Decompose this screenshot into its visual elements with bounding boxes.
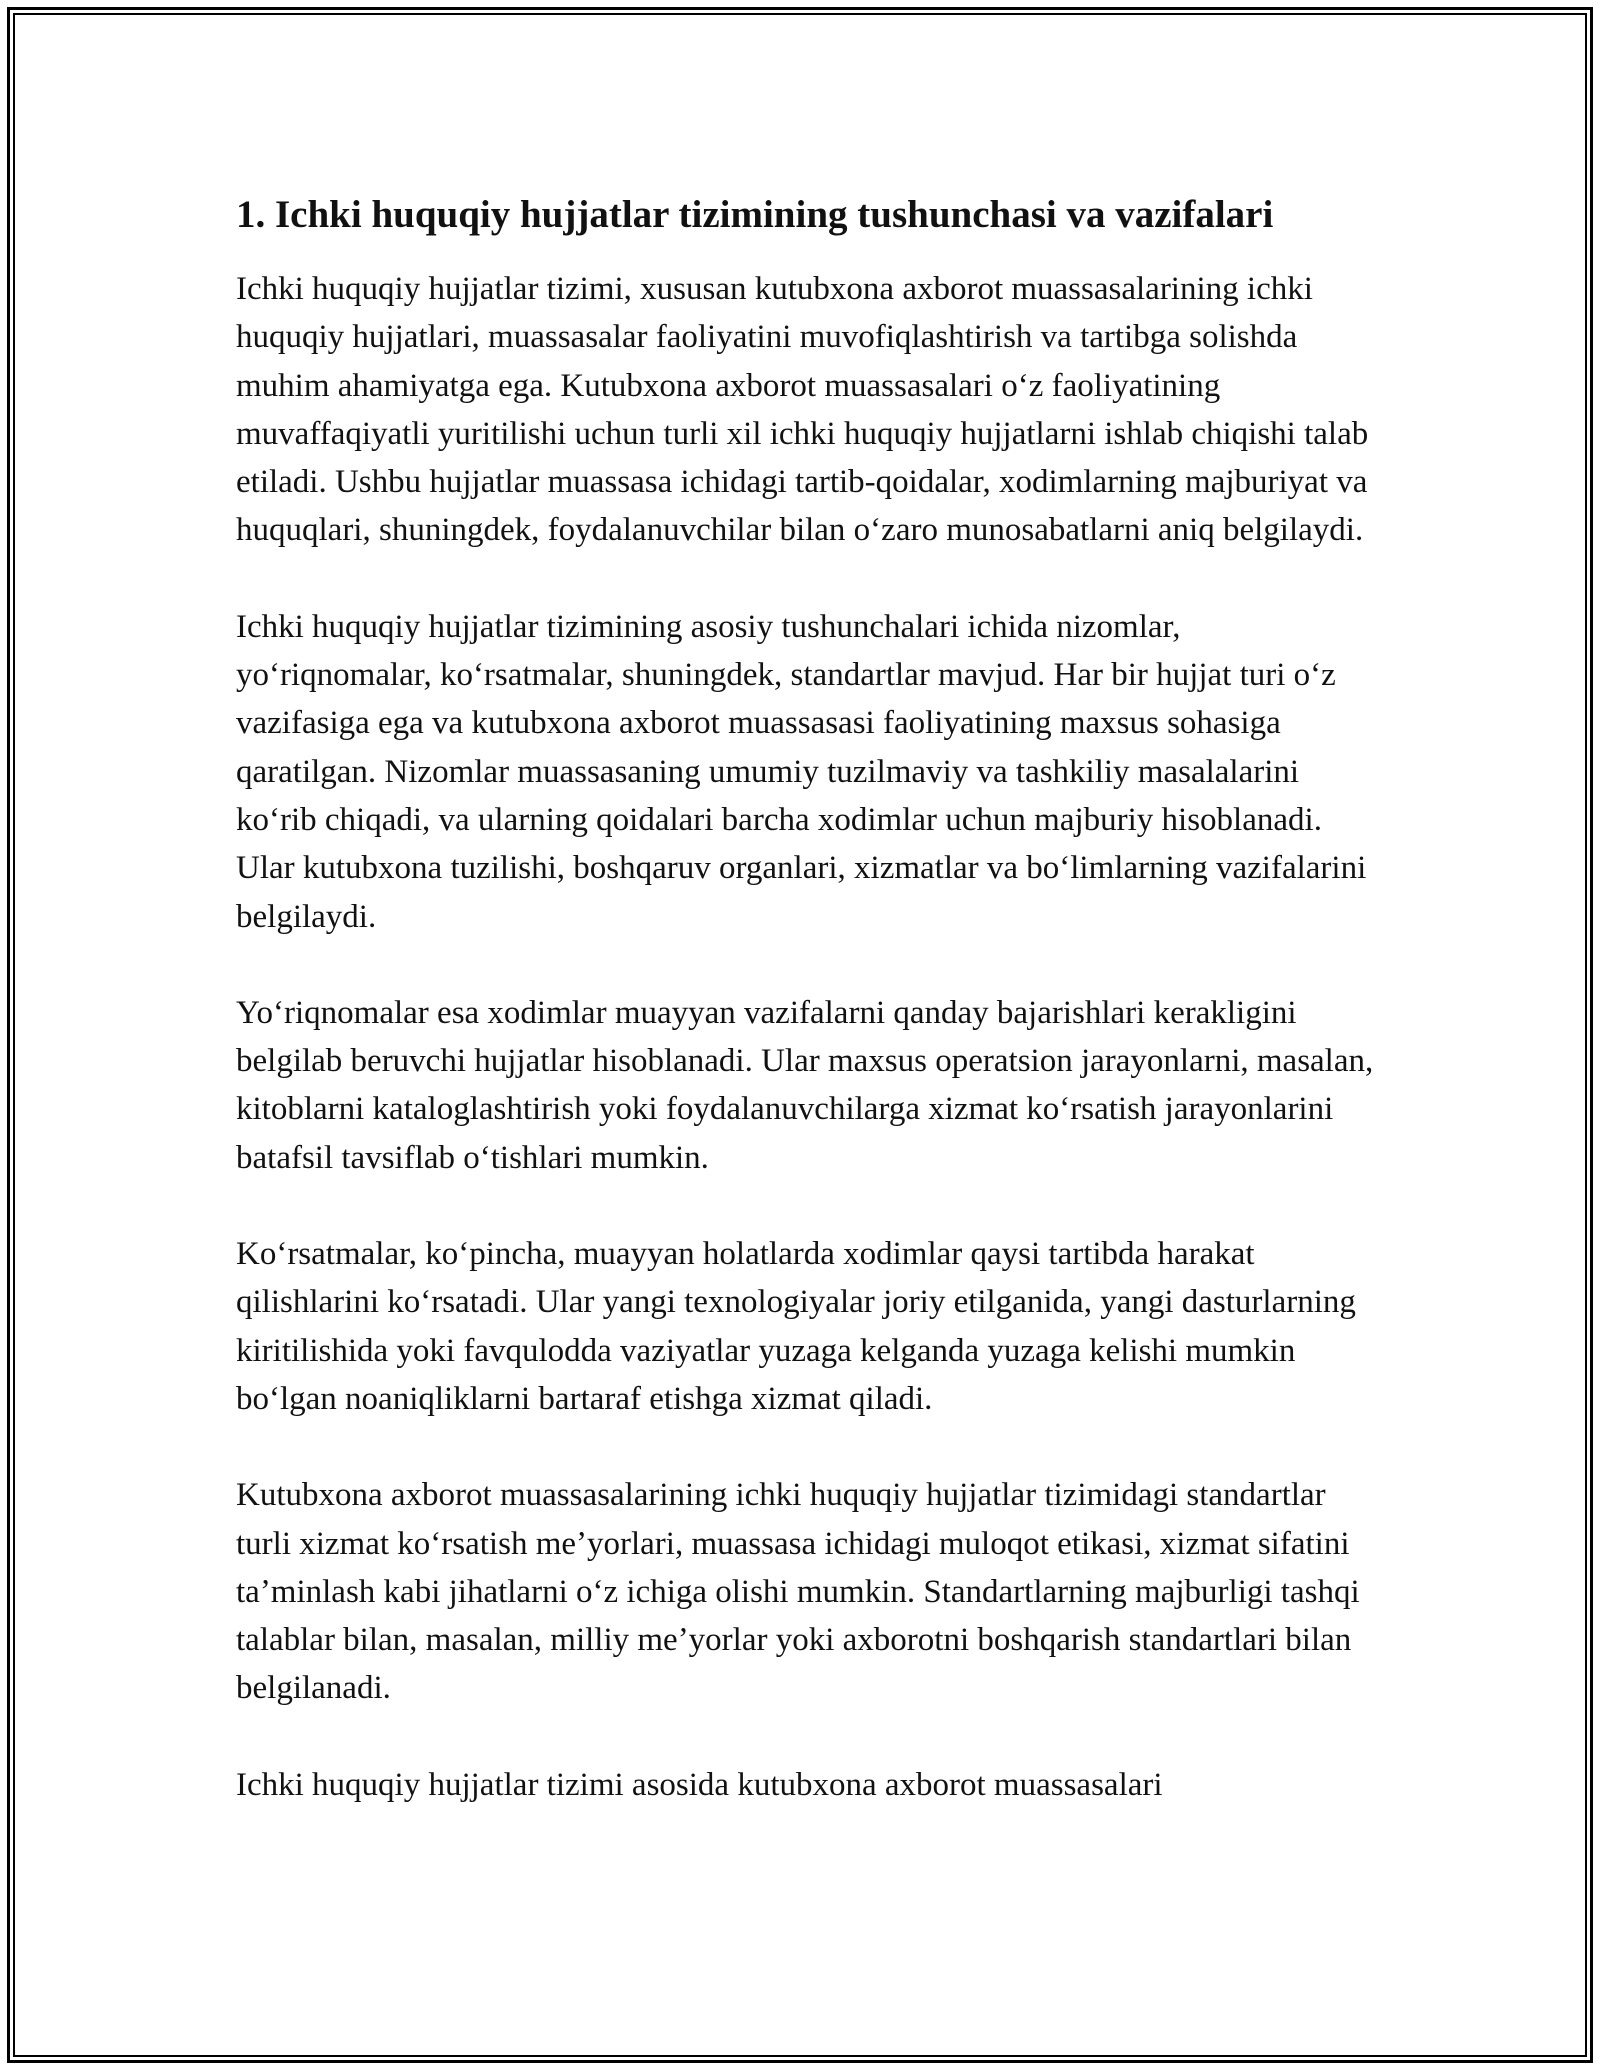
paragraph-2: Ichki huquqiy hujjatlar tizimining asosiy tushunchalari ichida nizomlar, yoʻriqnomalar, koʻrsatmalar, shuningdek, standartlar mavjud. Har bir hujjat turi oʻz vazifasiga ega va kutubxona axborot muassasasi faoliyatining maxsus sohasiga qaratilgan. Nizomlar muassasaning umumiy tuzilmaviy va tashkiliy masalalarini koʻrib chiqadi, va ularning qoidalari barcha xodimlar uchun majburiy hisoblanadi. Ular kutubxona tuzilishi, boshqaruv organlari, xizmatlar va boʻlimlarning vazifalarini belgilaydi. xyxy=(236,608,1367,935)
paragraph-4: Koʻrsatmalar, koʻpincha, muayyan holatlarda xodimlar qaysi tartibda harakat qilishlarini koʻrsatadi. Ular yangi texnologiyalar joriy etilganida, yangi dasturlarning kiritilishida yoki favqulodda vaziyatlar yuzaga kelganda yuzaga kelishi mumkin boʻlgan noaniqliklarni bartaraf etishga xizmat qiladi. xyxy=(236,1236,1356,1417)
paragraph-1: Ichki huquqiy hujjatlar tizimi, xususan kutubxona axborot muassasalarining ichki huquqiy hujjatlari, muassasalar faoliyatini muvofiqlashtirish va tartibga solishda muhim ahamiyatga ega. Kutubxona axborot muassasalari oʻz faoliyatining muvaffaqiyatli yuritilishi uchun turli xil ichki huquqiy hujjatlarni ishlab chiqishi talab etiladi. Ushbu hujjatlar muassasa ichidagi tartib-qoidalar, xodimlarning majburiyat va huquqlari, shuningdek, foydalanuvchilar bilan oʻzaro munosabatlarni aniq belgilaydi. xyxy=(236,271,1369,549)
document-body xyxy=(236,185,1376,1857)
paragraph-3: Yoʻriqnomalar esa xodimlar muayyan vazifalarni qanday bajarishlari kerakligini belgilab beruvchi hujjatlar hisoblanadi. Ular maxsus operatsion jarayonlarni, masalan, kitoblarni kataloglashtirish yoki foydalanuvchilarga xizmat koʻrsatish jarayonlarini batafsil tavsiflab oʻtishlari mumkin. xyxy=(236,994,1374,1176)
section-title: 1. Ichki huquqiy hujjatlar tizimining tushunchasi va vazifalari xyxy=(236,193,1274,236)
paragraph-6: Ichki huquqiy hujjatlar tizimi asosida kutubxona axborot muassasalari xyxy=(236,1766,1163,1803)
paragraph-5: Kutubxona axborot muassasalarining ichki huquqiy hujjatlar tizimidagi standartlar turli xizmat koʻrsatish meʼyorlari, muassasa ichidagi muloqot etikasi, xizmat sifatini taʼminlash kabi jihatlarni oʻz ichiga olishi mumkin. Standartlarning majburligi tashqi talablar bilan, masalan, milliy meʼyorlar yoki axborotni boshqarish standartlari bilan belgilanadi. xyxy=(236,1477,1360,1707)
